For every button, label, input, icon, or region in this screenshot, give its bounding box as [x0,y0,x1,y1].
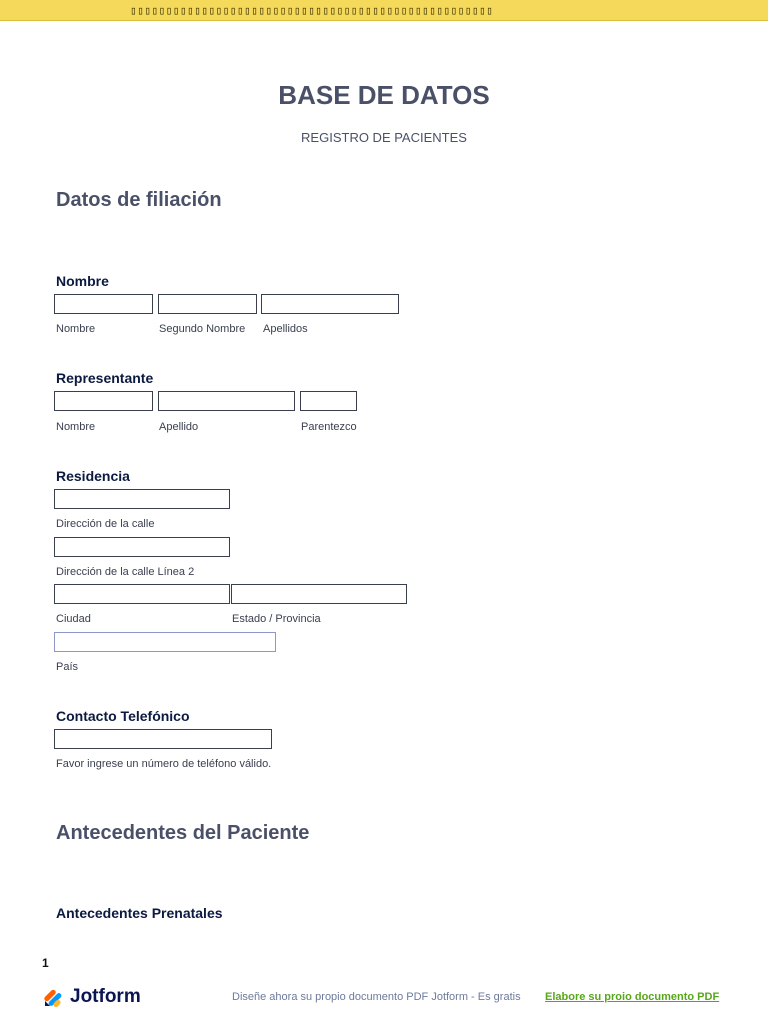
residencia-label: Residencia [56,468,130,484]
footer-create-link[interactable]: Elabore su proio documento PDF [545,991,720,1003]
street-sublabel: Dirección de la calle [56,518,155,530]
representante-last-sublabel: Apellido [159,421,199,433]
representante-label: Representante [56,370,154,386]
document-subtitle: REGISTRO DE PACIENTES [301,130,467,145]
jotform-logo-text: Jotform [70,986,141,1007]
city-sublabel: Ciudad [56,613,91,625]
street2-input[interactable] [54,537,230,557]
telefono-label: Contacto Telefónico [56,708,190,724]
section-heading-antecedentes: Antecedentes del Paciente [56,822,310,844]
nombre-middle-sublabel: Segundo Nombre [159,323,246,335]
nombre-first-sublabel: Nombre [56,323,96,335]
representante-first-input[interactable] [54,391,153,411]
country-sublabel: País [56,661,79,673]
nombre-last-input[interactable] [261,294,399,314]
jotform-logo[interactable] [44,986,141,1008]
telefono-input[interactable] [54,729,272,749]
state-input[interactable] [231,584,407,604]
street2-sublabel: Dirección de la calle Línea 2 [56,566,195,578]
city-input[interactable] [54,584,230,604]
page-number: 1 [42,956,49,970]
nombre-middle-input[interactable] [158,294,257,314]
prenatales-label: Antecedentes Prenatales [56,905,223,921]
top-banner [0,0,768,21]
nombre-label: Nombre [56,273,109,289]
section-heading-filiacion: Datos de filiación [56,189,222,211]
telefono-help: Favor ingrese un número de teléfono válido. [56,758,272,770]
country-input[interactable] [54,632,276,652]
footer-promo-text: Diseñe ahora su propio documento PDF Jotform - Es gratis [232,991,521,1003]
document-title: BASE DE DATOS [278,80,490,110]
banner-text: ▯▯▯▯▯▯▯▯▯▯▯▯▯▯▯▯▯▯▯▯▯▯▯▯▯▯▯▯▯▯▯▯▯▯▯▯▯▯▯▯▯▯▯▯▯▯▯▯▯▯▯ [130,4,494,17]
nombre-last-sublabel: Apellidos [263,323,308,335]
representante-last-input[interactable] [158,391,295,411]
representante-relation-sublabel: Parentezco [301,421,357,433]
state-sublabel: Estado / Provincia [232,613,321,625]
jotform-logo-icon [44,987,64,1007]
representante-first-sublabel: Nombre [56,421,96,433]
street-input[interactable] [54,489,230,509]
representante-relation-input[interactable] [300,391,357,411]
nombre-first-input[interactable] [54,294,153,314]
